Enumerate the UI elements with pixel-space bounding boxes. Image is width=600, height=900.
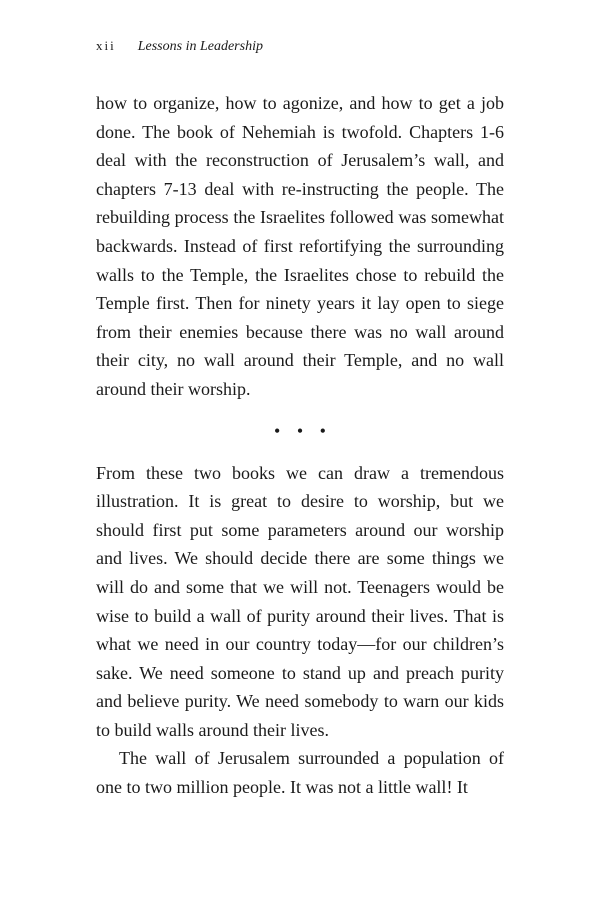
paragraph-3: The wall of Jerusalem surrounded a population of one to two million people. It was not a little wall! It [96,748,504,798]
body-text [96,89,504,802]
book-title: Lessons in Leadership [137,39,263,54]
paragraph-1: how to organize, how to agonize, and how to get a job done. The book of Nehemiah is twofold. Chapters 1-6 deal with the reconstruction of Jerusalem’s wall, and chapters 7-13 deal with re-instructing the people. The rebuilding process the Israelites followed was somewhat backwards. Instead of first refortifying the surrounding walls to the Temple, the Israelites chose to rebuild the Temple first. Then for ninety years it lay open to siege from their enemies because there was no wall around their city, no wall around their Temple, and no wall around their worship. [96,93,504,399]
running-header [96,38,263,58]
section-break: • • • [274,420,332,441]
paragraph-2: From these two books we can draw a tremendous illustration. It is great to desire to worship, but we should first put some parameters around our worship and lives. We should decide there are some things we will do and some that we will not. Teenagers would be wise to build a wall of purity around their lives. That is what we need in our country today—for our children’s sake. We need someone to stand up and preach purity and believe purity. We need somebody to warn our kids to build walls around their lives. [96,462,504,740]
page-number: xii [96,38,116,53]
